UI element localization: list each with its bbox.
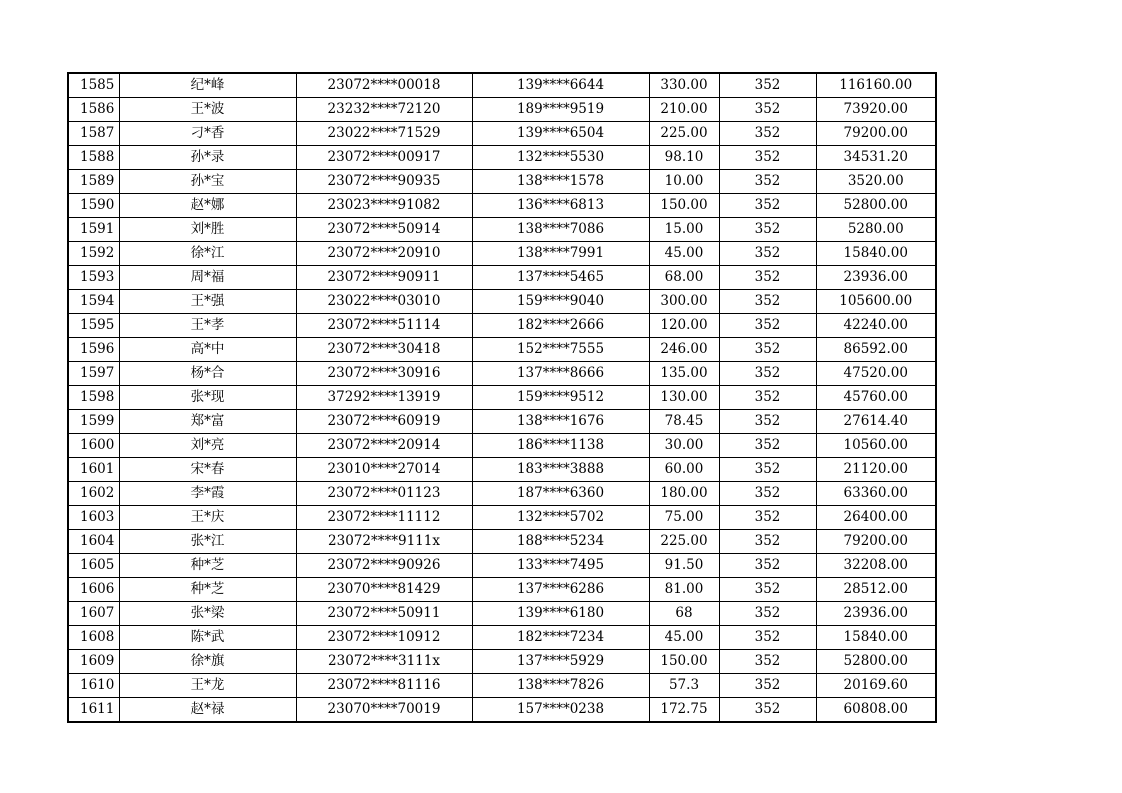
phone-cell: 139****6504: [472, 122, 649, 146]
table-row: [68, 482, 936, 506]
id-number-cell: 23023****91082: [296, 194, 472, 218]
name-cell: 赵*禄: [119, 698, 296, 723]
amount-cell: 3520.00: [816, 170, 936, 194]
quantity-cell: 81.00: [649, 578, 719, 602]
quantity-cell: 150.00: [649, 194, 719, 218]
row-number-cell: 1592: [68, 242, 119, 266]
row-number-cell: 1611: [68, 698, 119, 723]
id-number-cell: 23072****00917: [296, 146, 472, 170]
table-row: [68, 458, 936, 482]
amount-cell: 5280.00: [816, 218, 936, 242]
unit-price-cell: 352: [719, 122, 816, 146]
quantity-cell: 15.00: [649, 218, 719, 242]
table-row: [68, 98, 936, 122]
unit-price-cell: 352: [719, 338, 816, 362]
amount-cell: 63360.00: [816, 482, 936, 506]
unit-price-cell: 352: [719, 73, 816, 98]
name-cell: 徐*旗: [119, 650, 296, 674]
phone-cell: 136****6813: [472, 194, 649, 218]
table-row: [68, 578, 936, 602]
name-cell: 杨*合: [119, 362, 296, 386]
record-table: [67, 72, 937, 723]
name-cell: 张*梁: [119, 602, 296, 626]
amount-cell: 79200.00: [816, 122, 936, 146]
unit-price-cell: 352: [719, 362, 816, 386]
unit-price-cell: 352: [719, 170, 816, 194]
unit-price-cell: 352: [719, 386, 816, 410]
name-cell: 徐*江: [119, 242, 296, 266]
unit-price-cell: 352: [719, 554, 816, 578]
phone-cell: 159****9040: [472, 290, 649, 314]
name-cell: 李*霞: [119, 482, 296, 506]
unit-price-cell: 352: [719, 194, 816, 218]
id-number-cell: 23232****72120: [296, 98, 472, 122]
quantity-cell: 246.00: [649, 338, 719, 362]
table-row: [68, 626, 936, 650]
row-number-cell: 1602: [68, 482, 119, 506]
table-row: [68, 602, 936, 626]
quantity-cell: 91.50: [649, 554, 719, 578]
row-number-cell: 1608: [68, 626, 119, 650]
phone-cell: 137****8666: [472, 362, 649, 386]
id-number-cell: 23072****01123: [296, 482, 472, 506]
phone-cell: 139****6180: [472, 602, 649, 626]
row-number-cell: 1599: [68, 410, 119, 434]
quantity-cell: 150.00: [649, 650, 719, 674]
phone-cell: 137****6286: [472, 578, 649, 602]
table-row: [68, 410, 936, 434]
id-number-cell: 23072****20910: [296, 242, 472, 266]
unit-price-cell: 352: [719, 602, 816, 626]
id-number-cell: 23072****50911: [296, 602, 472, 626]
amount-cell: 52800.00: [816, 194, 936, 218]
id-number-cell: 23072****00018: [296, 73, 472, 98]
amount-cell: 21120.00: [816, 458, 936, 482]
table-row: [68, 554, 936, 578]
table-row: [68, 146, 936, 170]
table-row: [68, 386, 936, 410]
name-cell: 纪*峰: [119, 73, 296, 98]
row-number-cell: 1609: [68, 650, 119, 674]
amount-cell: 20169.60: [816, 674, 936, 698]
unit-price-cell: 352: [719, 98, 816, 122]
quantity-cell: 300.00: [649, 290, 719, 314]
quantity-cell: 120.00: [649, 314, 719, 338]
amount-cell: 52800.00: [816, 650, 936, 674]
amount-cell: 15840.00: [816, 242, 936, 266]
amount-cell: 79200.00: [816, 530, 936, 554]
unit-price-cell: 352: [719, 578, 816, 602]
id-number-cell: 23072****20914: [296, 434, 472, 458]
phone-cell: 186****1138: [472, 434, 649, 458]
quantity-cell: 130.00: [649, 386, 719, 410]
unit-price-cell: 352: [719, 650, 816, 674]
amount-cell: 105600.00: [816, 290, 936, 314]
amount-cell: 26400.00: [816, 506, 936, 530]
amount-cell: 10560.00: [816, 434, 936, 458]
name-cell: 高*中: [119, 338, 296, 362]
name-cell: 刁*香: [119, 122, 296, 146]
name-cell: 郑*富: [119, 410, 296, 434]
unit-price-cell: 352: [719, 626, 816, 650]
row-number-cell: 1605: [68, 554, 119, 578]
row-number-cell: 1597: [68, 362, 119, 386]
quantity-cell: 60.00: [649, 458, 719, 482]
name-cell: 宋*春: [119, 458, 296, 482]
id-number-cell: 23070****81429: [296, 578, 472, 602]
phone-cell: 139****6644: [472, 73, 649, 98]
id-number-cell: 23072****11112: [296, 506, 472, 530]
unit-price-cell: 352: [719, 410, 816, 434]
row-number-cell: 1604: [68, 530, 119, 554]
phone-cell: 137****5929: [472, 650, 649, 674]
unit-price-cell: 352: [719, 290, 816, 314]
id-number-cell: 23010****27014: [296, 458, 472, 482]
table-row: [68, 218, 936, 242]
table-row: [68, 434, 936, 458]
row-number-cell: 1591: [68, 218, 119, 242]
row-number-cell: 1586: [68, 98, 119, 122]
amount-cell: 15840.00: [816, 626, 936, 650]
unit-price-cell: 352: [719, 434, 816, 458]
row-number-cell: 1600: [68, 434, 119, 458]
table-row: [68, 242, 936, 266]
unit-price-cell: 352: [719, 242, 816, 266]
amount-cell: 116160.00: [816, 73, 936, 98]
quantity-cell: 68.00: [649, 266, 719, 290]
name-cell: 刘*胜: [119, 218, 296, 242]
phone-cell: 138****7086: [472, 218, 649, 242]
name-cell: 孙*录: [119, 146, 296, 170]
table-row: [68, 362, 936, 386]
id-number-cell: 23070****70019: [296, 698, 472, 723]
phone-cell: 138****1578: [472, 170, 649, 194]
row-number-cell: 1601: [68, 458, 119, 482]
unit-price-cell: 352: [719, 146, 816, 170]
phone-cell: 188****5234: [472, 530, 649, 554]
quantity-cell: 135.00: [649, 362, 719, 386]
name-cell: 王*孝: [119, 314, 296, 338]
quantity-cell: 210.00: [649, 98, 719, 122]
quantity-cell: 45.00: [649, 242, 719, 266]
unit-price-cell: 352: [719, 458, 816, 482]
name-cell: 张*江: [119, 530, 296, 554]
row-number-cell: 1588: [68, 146, 119, 170]
phone-cell: 182****7234: [472, 626, 649, 650]
amount-cell: 23936.00: [816, 602, 936, 626]
unit-price-cell: 352: [719, 218, 816, 242]
id-number-cell: 23072****90935: [296, 170, 472, 194]
phone-cell: 133****7495: [472, 554, 649, 578]
id-number-cell: 23072****30916: [296, 362, 472, 386]
unit-price-cell: 352: [719, 698, 816, 723]
phone-cell: 138****7826: [472, 674, 649, 698]
phone-cell: 132****5530: [472, 146, 649, 170]
quantity-cell: 98.10: [649, 146, 719, 170]
unit-price-cell: 352: [719, 482, 816, 506]
phone-cell: 159****9512: [472, 386, 649, 410]
phone-cell: 182****2666: [472, 314, 649, 338]
row-number-cell: 1610: [68, 674, 119, 698]
row-number-cell: 1587: [68, 122, 119, 146]
phone-cell: 183****3888: [472, 458, 649, 482]
name-cell: 王*强: [119, 290, 296, 314]
amount-cell: 32208.00: [816, 554, 936, 578]
unit-price-cell: 352: [719, 506, 816, 530]
id-number-cell: 23072****50914: [296, 218, 472, 242]
row-number-cell: 1598: [68, 386, 119, 410]
name-cell: 刘*亮: [119, 434, 296, 458]
id-number-cell: 23022****03010: [296, 290, 472, 314]
quantity-cell: 78.45: [649, 410, 719, 434]
table-row: [68, 650, 936, 674]
phone-cell: 157****0238: [472, 698, 649, 723]
table-row: [68, 530, 936, 554]
quantity-cell: 30.00: [649, 434, 719, 458]
quantity-cell: 180.00: [649, 482, 719, 506]
name-cell: 陈*武: [119, 626, 296, 650]
unit-price-cell: 352: [719, 530, 816, 554]
quantity-cell: 225.00: [649, 530, 719, 554]
table-row: [68, 194, 936, 218]
phone-cell: 138****7991: [472, 242, 649, 266]
unit-price-cell: 352: [719, 674, 816, 698]
row-number-cell: 1607: [68, 602, 119, 626]
row-number-cell: 1596: [68, 338, 119, 362]
id-number-cell: 23022****71529: [296, 122, 472, 146]
row-number-cell: 1595: [68, 314, 119, 338]
row-number-cell: 1589: [68, 170, 119, 194]
row-number-cell: 1585: [68, 73, 119, 98]
id-number-cell: 37292****13919: [296, 386, 472, 410]
id-number-cell: 23072****90926: [296, 554, 472, 578]
quantity-cell: 172.75: [649, 698, 719, 723]
record-body: [68, 73, 936, 722]
name-cell: 王*龙: [119, 674, 296, 698]
table-row: [68, 698, 936, 723]
phone-cell: 152****7555: [472, 338, 649, 362]
id-number-cell: 23072****10912: [296, 626, 472, 650]
quantity-cell: 57.3: [649, 674, 719, 698]
id-number-cell: 23072****3111x: [296, 650, 472, 674]
unit-price-cell: 352: [719, 314, 816, 338]
quantity-cell: 225.00: [649, 122, 719, 146]
quantity-cell: 68: [649, 602, 719, 626]
phone-cell: 137****5465: [472, 266, 649, 290]
unit-price-cell: 352: [719, 266, 816, 290]
quantity-cell: 45.00: [649, 626, 719, 650]
amount-cell: 28512.00: [816, 578, 936, 602]
amount-cell: 47520.00: [816, 362, 936, 386]
name-cell: 周*福: [119, 266, 296, 290]
quantity-cell: 330.00: [649, 73, 719, 98]
table-row: [68, 73, 936, 98]
phone-cell: 138****1676: [472, 410, 649, 434]
table-row: [68, 314, 936, 338]
id-number-cell: 23072****60919: [296, 410, 472, 434]
phone-cell: 187****6360: [472, 482, 649, 506]
id-number-cell: 23072****30418: [296, 338, 472, 362]
amount-cell: 86592.00: [816, 338, 936, 362]
table-row: [68, 170, 936, 194]
amount-cell: 45760.00: [816, 386, 936, 410]
table-row: [68, 290, 936, 314]
table-row: [68, 266, 936, 290]
quantity-cell: 10.00: [649, 170, 719, 194]
name-cell: 种*芝: [119, 554, 296, 578]
name-cell: 王*波: [119, 98, 296, 122]
id-number-cell: 23072****9111x: [296, 530, 472, 554]
table-row: [68, 506, 936, 530]
row-number-cell: 1593: [68, 266, 119, 290]
amount-cell: 27614.40: [816, 410, 936, 434]
table-row: [68, 122, 936, 146]
amount-cell: 34531.20: [816, 146, 936, 170]
name-cell: 张*现: [119, 386, 296, 410]
name-cell: 种*芝: [119, 578, 296, 602]
id-number-cell: 23072****51114: [296, 314, 472, 338]
phone-cell: 189****9519: [472, 98, 649, 122]
phone-cell: 132****5702: [472, 506, 649, 530]
row-number-cell: 1590: [68, 194, 119, 218]
row-number-cell: 1603: [68, 506, 119, 530]
name-cell: 赵*娜: [119, 194, 296, 218]
name-cell: 王*庆: [119, 506, 296, 530]
table-row: [68, 338, 936, 362]
id-number-cell: 23072****90911: [296, 266, 472, 290]
amount-cell: 42240.00: [816, 314, 936, 338]
amount-cell: 73920.00: [816, 98, 936, 122]
id-number-cell: 23072****81116: [296, 674, 472, 698]
amount-cell: 23936.00: [816, 266, 936, 290]
name-cell: 孙*宝: [119, 170, 296, 194]
table-row: [68, 674, 936, 698]
row-number-cell: 1606: [68, 578, 119, 602]
quantity-cell: 75.00: [649, 506, 719, 530]
amount-cell: 60808.00: [816, 698, 936, 723]
row-number-cell: 1594: [68, 290, 119, 314]
